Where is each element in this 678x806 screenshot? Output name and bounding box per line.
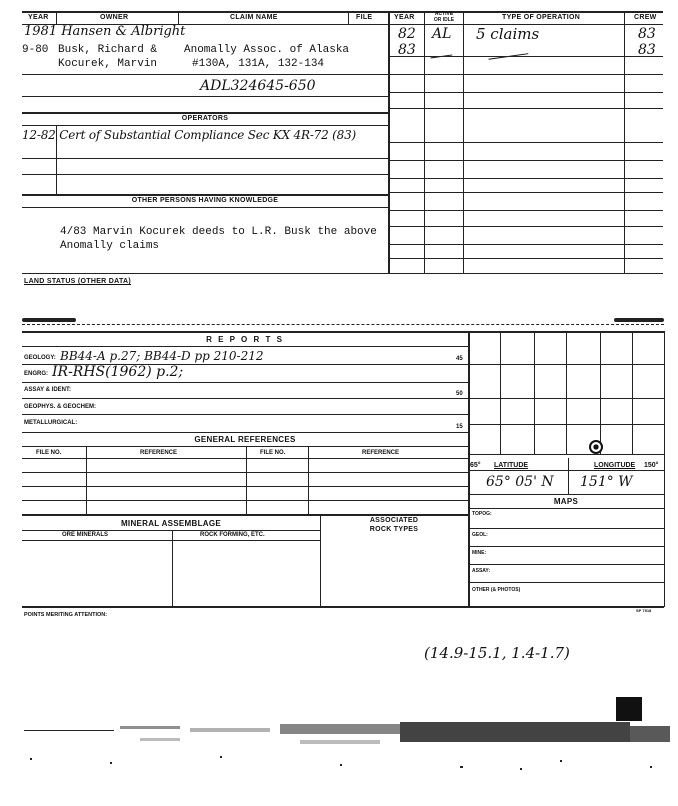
maps-title: MAPS <box>553 497 579 506</box>
header-year: YEAR <box>28 14 49 21</box>
other-persons-line1: 4/83 Marvin Kocurek deeds to L.R. Busk the above <box>60 226 377 238</box>
owner-row1-name: Busk, Richard & <box>58 44 158 56</box>
latitude-label: LATITUDE <box>494 462 529 469</box>
activity-row1-active: AL <box>432 26 452 42</box>
header-file: FILE <box>356 14 373 21</box>
longitude-value: 151° W <box>580 474 633 490</box>
geology-label: GEOLOGY: <box>24 355 56 361</box>
land-status-label: LAND STATUS (OTHER DATA) <box>24 278 132 285</box>
header-active: ACTIVE <box>434 11 454 17</box>
form-code: SP 7518 <box>636 608 652 613</box>
operators-label: OPERATORS <box>181 115 229 122</box>
scan-smudge-right <box>614 318 664 322</box>
maps-geol-label: GEOL: <box>472 532 488 538</box>
engrg-entry: IR-RHS(1962) p.2; <box>52 364 184 380</box>
activity-row1-year: 82 <box>398 26 416 42</box>
geology-number: 45 <box>456 356 463 362</box>
metallurgical-label: METALLURGICAL: <box>24 420 78 426</box>
reports-title: R E P O R T S <box>206 335 284 344</box>
latitude-prefix: 65° <box>470 462 481 469</box>
handwritten-range-note: (14.9-15.1, 1.4-1.7) <box>424 644 570 662</box>
general-references-title: GENERAL REFERENCES <box>194 435 296 444</box>
col-file-no-2: FILE NO. <box>260 450 286 456</box>
other-persons-line2: Anomally claims <box>60 240 160 252</box>
geophys-label: GEOPHYS. & GEOCHEM: <box>24 404 97 410</box>
owner-row1-date: 9-80 <box>22 44 49 56</box>
maps-topog-label: TOPOG: <box>472 511 492 517</box>
latitude-value: 65° 05' N <box>486 474 554 490</box>
col-file-no-1: FILE NO. <box>36 450 62 456</box>
scan-black-square <box>616 697 642 721</box>
engrg-label: ENGRG: <box>24 371 48 377</box>
header-year-2: YEAR <box>394 14 415 21</box>
ore-minerals-label: ORE MINERALS <box>62 532 109 538</box>
owner-row2-claim: #130A, 131A, 132-134 <box>192 58 325 70</box>
maps-assay-label: ASSAY: <box>472 568 491 574</box>
activity-row2-year: 83 <box>398 42 416 58</box>
owner-handwritten-line: 1981 Hansen & Albright <box>24 24 186 39</box>
maps-other-label: OTHER (& PHOTOS) <box>472 587 521 593</box>
rock-forming-label: ROCK FORMING, ETC. <box>200 532 265 538</box>
col-reference-1: REFERENCE <box>140 450 178 456</box>
scan-noise-band <box>0 722 678 750</box>
operators-entry: 12-82 Cert of Substantial Compliance Sec KX 4R-72 (83) <box>22 128 356 142</box>
col-reference-2: REFERENCE <box>362 450 400 456</box>
ditto-mark-type <box>488 47 529 59</box>
longitude-suffix: 150° <box>644 462 659 469</box>
metallurgical-number: 15 <box>456 424 463 430</box>
header-owner: OWNER <box>100 14 129 21</box>
points-meriting-attention-label: POINTS MERITING ATTENTION: <box>24 612 108 618</box>
header-crew: CREW <box>634 14 657 21</box>
longitude-label: LONGITUDE <box>594 462 636 469</box>
location-marker-icon <box>589 440 603 454</box>
owner-row1-claim: Anomally Assoc. of Alaska <box>184 44 350 56</box>
header-claim-name: CLAIM NAME <box>230 14 278 21</box>
header-or-idle: OR IDLE <box>433 17 455 23</box>
geology-entry: BB44-A p.27; BB44-D pp 210-212 <box>60 349 264 363</box>
assay-number: 50 <box>456 391 463 397</box>
other-persons-label: OTHER PERSONS HAVING KNOWLEDGE <box>131 197 279 204</box>
rock-types-label: ROCK TYPES <box>369 526 419 533</box>
adl-number: ADL324645-650 <box>200 78 316 94</box>
header-type-of-operation: TYPE OF OPERATION <box>502 14 581 21</box>
mineral-assemblage-title: MINERAL ASSEMBLAGE <box>120 519 222 528</box>
assay-label: ASSAY & IDENT: <box>24 387 72 393</box>
scan-smudge-left <box>22 318 76 322</box>
owner-row2-name: Kocurek, Marvin <box>58 58 158 70</box>
activity-row2-crew: 83 <box>638 42 656 58</box>
associated-label: ASSOCIATED <box>369 517 419 524</box>
scan-speckle-row <box>0 754 678 774</box>
maps-mine-label: MINE: <box>472 550 487 556</box>
activity-row1-crew: 83 <box>638 26 656 42</box>
activity-row1-type: 5 claims <box>476 25 540 43</box>
